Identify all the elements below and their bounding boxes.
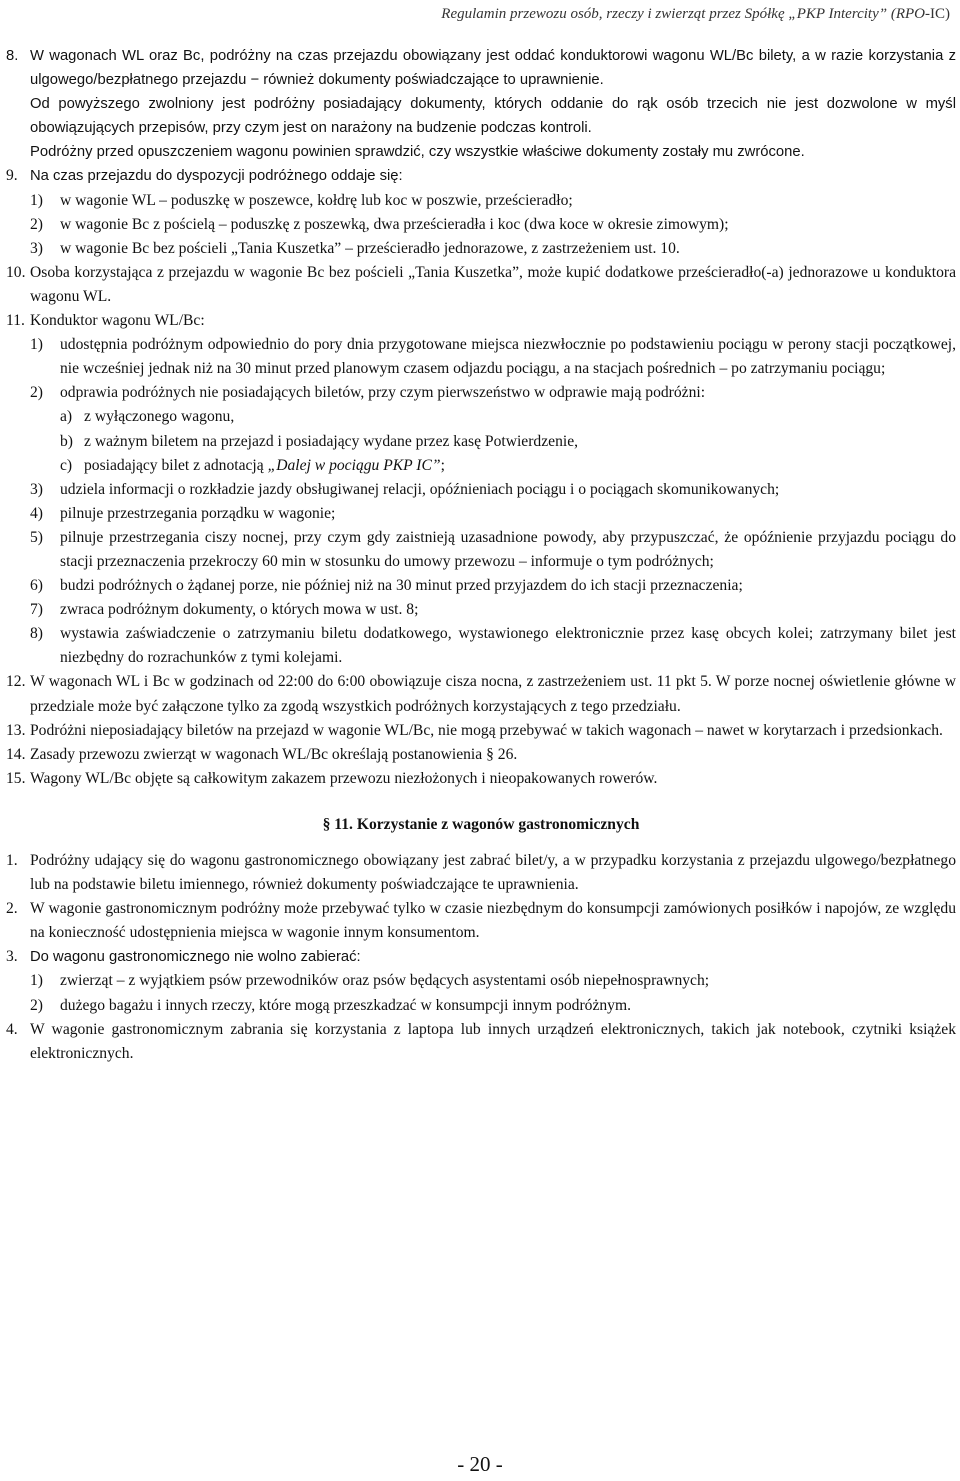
sub-text: w wagonie WL – poduszkę w poszewce, kołdrę lub koc w poszwie, prześcieradło; <box>60 191 573 209</box>
sub-number: 3) <box>30 239 43 257</box>
sub-number: 8) <box>30 625 43 643</box>
subsub-italic-text: „Dalej w pociągu PKP IC” <box>267 456 441 474</box>
clause-11-sub-2-c <box>6 454 956 478</box>
clause-8-paragraph-2: Od powyższego zwolniony jest podróżny posiadający dokumenty, których oddanie do rąk osób trzecich nie jest dozwolone w myśl obowiązujących przepisów, przy czym jest on narażony na budzenie podczas kontroli. <box>30 96 956 137</box>
clause-text: W wagonie gastronomicznym zabrania się korzystania z laptopa lub innych urządzeń elektronicznych, takich jak notebook, czytniki książek elektronicznych. <box>30 1020 956 1062</box>
clause-8-paragraph-3: Podróżny przed opuszczeniem wagonu powinien sprawdzić, czy wszystkie właściwe dokumenty zostały mu zwrócone. <box>30 144 805 161</box>
section-clause-3-sub-1 <box>6 969 956 993</box>
clause-number: 12. <box>6 673 26 691</box>
clause-12 <box>6 670 956 718</box>
sub-number: 5) <box>30 528 43 546</box>
clause-number: 11. <box>6 312 25 330</box>
sub-number: 7) <box>30 601 43 619</box>
sub-text: zwraca podróżnym dokumenty, o których mowa w ust. 8; <box>60 601 419 619</box>
section-clause-1 <box>6 849 956 897</box>
sub-number: 1) <box>30 972 43 990</box>
clause-text: Na czas przejazdu do dyspozycji podróżnego oddaje się: <box>30 168 403 185</box>
clause-text: Podróżny udający się do wagonu gastronomicznego obowiązany jest zabrać bilet/y, a w przypadku korzystania z przejazdu ulgowego/bezpłatnego lub na podstawie biletu imiennego, również dokumenty poświadczające te uprawnienia. <box>30 852 956 894</box>
section-clause-2 <box>6 897 956 945</box>
sub-number: 2) <box>30 215 43 233</box>
clause-number: 3. <box>6 948 18 966</box>
sub-number: 2) <box>30 996 43 1014</box>
sub-number: 3) <box>30 480 43 498</box>
clause-13 <box>6 719 956 743</box>
clause-11-sub-8 <box>6 622 956 670</box>
clause-11-sub-7 <box>6 598 956 622</box>
sub-number: 4) <box>30 504 43 522</box>
clause-11 <box>6 309 956 333</box>
clause-8 <box>6 44 956 92</box>
clause-11-sub-4 <box>6 502 956 526</box>
clause-text: W wagonach WL oraz Bc, podróżny na czas przejazdu obowiązany jest oddać konduktorowi wagonu WL/Bc bilety, a w razie korzystania z ulgowego/bezpłatnego przejazdu − również dokumenty poświadczające to uprawnienie. <box>30 48 956 89</box>
clause-11-sub-2-b <box>6 430 956 454</box>
sub-text: w wagonie Bc z pościelą – poduszkę z poszewką, dwa prześcieradła i koc (dwa koce w okresie zimowym); <box>60 215 729 233</box>
sub-number: 2) <box>30 384 43 402</box>
page-header <box>0 2 950 26</box>
clause-text: Do wagonu gastronomicznego nie wolno zabierać: <box>30 949 361 966</box>
sub-text: budzi podróżnych o żądanej porze, nie później niż na 30 minut przed przyjazdem do ich stacji przeznaczenia; <box>60 577 743 595</box>
section-clause-3 <box>6 945 956 969</box>
clause-text: W wagonie gastronomicznym podróżny może przebywać tylko w czasie niezbędnym do konsumpcji zamówionych posiłków i napojów, ze względu na konieczność udostępnienia miejsca w wagonie innym konsumentom. <box>30 900 956 942</box>
clause-11-sub-6 <box>6 574 956 598</box>
clause-text: Podróżni nieposiadający biletów na przejazd w wagonie WL/Bc, nie mogą przebywać w takich wagonach – nawet w korytarzach i przedsionkach. <box>30 721 943 739</box>
header-title-suffix: IC) <box>930 6 950 22</box>
subsub-text-end: ; <box>440 456 445 474</box>
clause-number: 1. <box>6 852 18 869</box>
subsub-letter: b) <box>60 432 73 450</box>
clause-10 <box>6 261 956 309</box>
clause-15 <box>6 767 956 791</box>
sub-number: 6) <box>30 577 43 595</box>
subsub-text: z ważnym biletem na przejazd i posiadający wydane przez kasę Potwierdzenie, <box>84 432 579 450</box>
section-title: § 11. Korzystanie z wagonów gastronomicznych <box>322 815 640 833</box>
clause-number: 10. <box>6 263 26 281</box>
clause-text: Konduktor wagonu WL/Bc: <box>30 312 205 330</box>
sub-text: zwierząt – z wyjątkiem psów przewodników oraz psów będących asystentami osób niepełnosprawnych; <box>60 972 710 990</box>
document-body <box>6 44 956 1066</box>
clause-9 <box>6 164 956 188</box>
clause-number: 13. <box>6 721 26 739</box>
clause-9-sub-1 <box>6 189 956 213</box>
page-number: - 20 - <box>457 1452 503 1476</box>
sub-text: pilnuje przestrzegania porządku w wagonie; <box>60 504 336 522</box>
clause-number: 2. <box>6 900 18 918</box>
clause-text: Wagony WL/Bc objęte są całkowitym zakazem przewozu niezłożonych i nieopakowanych rowerów. <box>30 769 658 787</box>
section-clause-4 <box>6 1018 956 1066</box>
clause-number: 9. <box>6 167 18 185</box>
clause-11-sub-2-a <box>6 405 956 429</box>
subsub-text: posiadający bilet z adnotacją <box>84 456 268 474</box>
clause-14 <box>6 743 956 767</box>
subsub-text: z wyłączonego wagonu, <box>84 408 235 426</box>
clause-11-sub-5 <box>6 526 956 574</box>
subsub-letter: c) <box>60 456 73 474</box>
sub-text: pilnuje przestrzegania ciszy nocnej, przy czym gdy zaistnieją uzasadnione powody, aby przypuszczać, że opóźnienie przyjazdu pociągu do stacji przeznaczenia przekroczy 60 min w stosunku do umowy przewozu – informuje o tym podróżnych; <box>60 528 956 570</box>
clause-11-sub-3 <box>6 478 956 502</box>
clause-9-sub-2 <box>6 213 956 237</box>
clause-number: 8. <box>6 48 19 64</box>
sub-text: odprawia podróżnych nie posiadających biletów, przy czym pierwszeństwo w odprawie mają podróżni: <box>60 384 706 402</box>
clause-number: 4. <box>6 1020 18 1038</box>
sub-text: dużego bagażu i innych rzeczy, które mogą przeszkadzać w konsumpcji innym podróżnym. <box>60 996 631 1014</box>
subsub-letter: a) <box>60 408 73 426</box>
sub-number: 1) <box>30 336 43 354</box>
sub-text: w wagonie Bc bez pościeli „Tania Kuszetka” – prześcieradło jednorazowe, z zastrzeżeniem ust. 10. <box>60 239 680 257</box>
clause-text: W wagonach WL i Bc w godzinach od 22:00 do 6:00 obowiązuje cisza nocna, z zastrzeżeniem ust. 11 pkt 5. W porze nocnej oświetlenie główne w przedziale może być załączone tylko za zgodą wszystkich podróżnych korzystających z tego przedziału. <box>30 673 956 715</box>
clause-11-sub-2 <box>6 381 956 405</box>
sub-number: 1) <box>30 191 43 209</box>
sub-text: udostępnia podróżnym odpowiednio do pory dnia przygotowane miejsca niezwłocznie po podstawieniu pociągu w perony stacji początkowej, nie wcześniej jednak niż na 30 minut przed planowym czasem odjazdu pociągu, a na stacjach pośrednich – po zatrzymaniu pociągu; <box>60 336 956 378</box>
clause-number: 14. <box>6 745 26 763</box>
section-clause-3-sub-2 <box>6 994 956 1018</box>
clause-9-sub-3 <box>6 237 956 261</box>
sub-text: udziela informacji o rozkładzie jazdy obsługiwanej relacji, opóźnieniach pociągu i o pociągach skomunikowanych; <box>60 480 780 498</box>
clause-number: 15. <box>6 769 26 787</box>
clause-11-sub-1 <box>6 333 956 381</box>
clause-text: Zasady przewozu zwierząt w wagonach WL/Bc określają postanowienia § 26. <box>30 745 518 763</box>
header-title: Regulamin przewozu osób, rzeczy i zwierząt przez Spółkę „PKP Intercity” (RPO- <box>441 6 930 22</box>
sub-text: wystawia zaświadczenie o zatrzymaniu biletu dodatkowego, wystawionego elektronicznie przez kasę obcych kolei; zatrzymany bilet jest niezbędny do rozrachunków z tymi kolejami. <box>60 625 956 667</box>
clause-text: Osoba korzystająca z przejazdu w wagonie Bc bez pościeli „Tania Kuszetka”, może kupić dodatkowe prześcieradło(-a) jednorazowe u konduktora wagonu WL. <box>30 263 956 305</box>
